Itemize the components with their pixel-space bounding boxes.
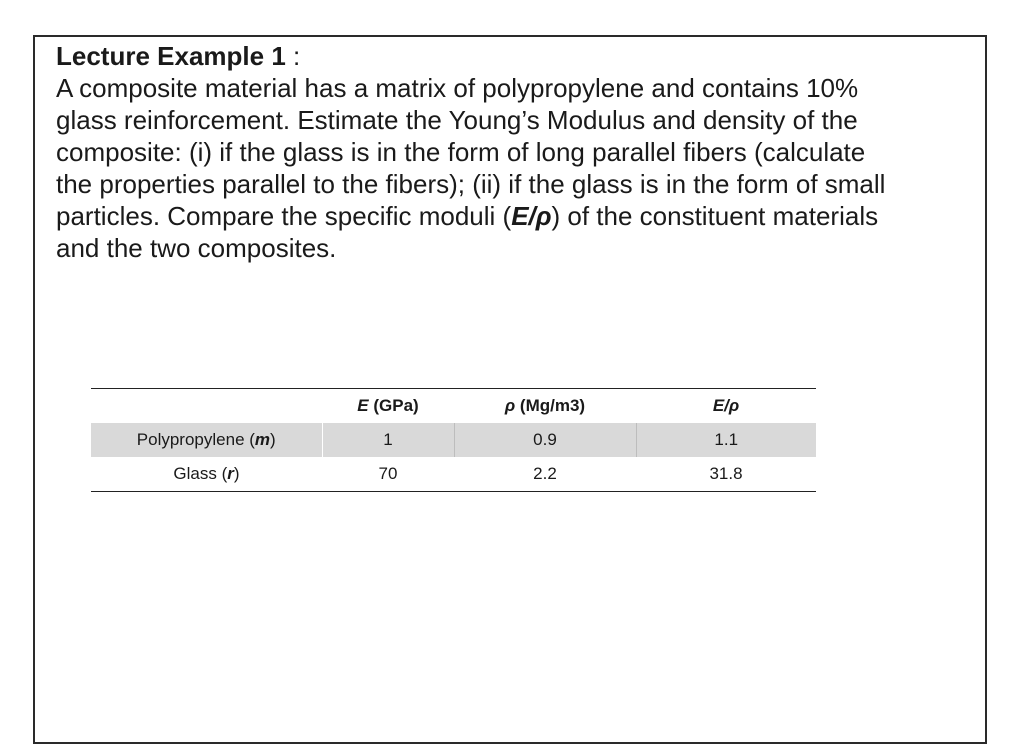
- example-title-colon: :: [285, 41, 301, 71]
- table-row: [91, 423, 816, 457]
- cell-modulus: 70: [322, 457, 454, 492]
- cell-density: 0.9: [454, 423, 636, 457]
- specific-modulus-symbol: E/ρ: [511, 201, 552, 231]
- problem-statement: [56, 72, 886, 264]
- cell-ratio: 31.8: [636, 457, 816, 492]
- header-modulus-symbol: E: [357, 396, 369, 415]
- header-density-unit: (Mg/m3): [515, 396, 586, 415]
- cell-ratio: 1.1: [636, 423, 816, 457]
- table-header-row: [91, 389, 816, 424]
- problem-text-1: A composite material has a matrix of polypropylene and contains 10% glass reinforcement. Estimate the Young’s Modulus and density of the composite: (i) if the glass is in the form of long parallel fibers (calculate the properties parallel to the fibers); (ii) if the glass is in the form of small particles. Compare the specific moduli (: [56, 73, 886, 231]
- header-specific-modulus: [636, 389, 816, 424]
- header-ratio-symbol: E/ρ: [712, 396, 740, 415]
- table-row: [91, 457, 816, 492]
- example-heading: [56, 40, 300, 72]
- header-modulus: [322, 389, 454, 424]
- cell-material: Polypropylene (m): [91, 423, 322, 457]
- cell-modulus: 1: [322, 423, 454, 457]
- cell-density: 2.2: [454, 457, 636, 492]
- problem-text-2: ) of the constituent materials and the two composites.: [56, 201, 879, 263]
- header-material: [91, 389, 322, 424]
- properties-table: [91, 388, 816, 492]
- header-density: [454, 389, 636, 424]
- example-title: Lecture Example 1: [56, 41, 286, 71]
- header-modulus-unit: (GPa): [368, 396, 419, 415]
- header-density-symbol: ρ: [504, 396, 516, 415]
- cell-material: Glass (r): [91, 457, 322, 492]
